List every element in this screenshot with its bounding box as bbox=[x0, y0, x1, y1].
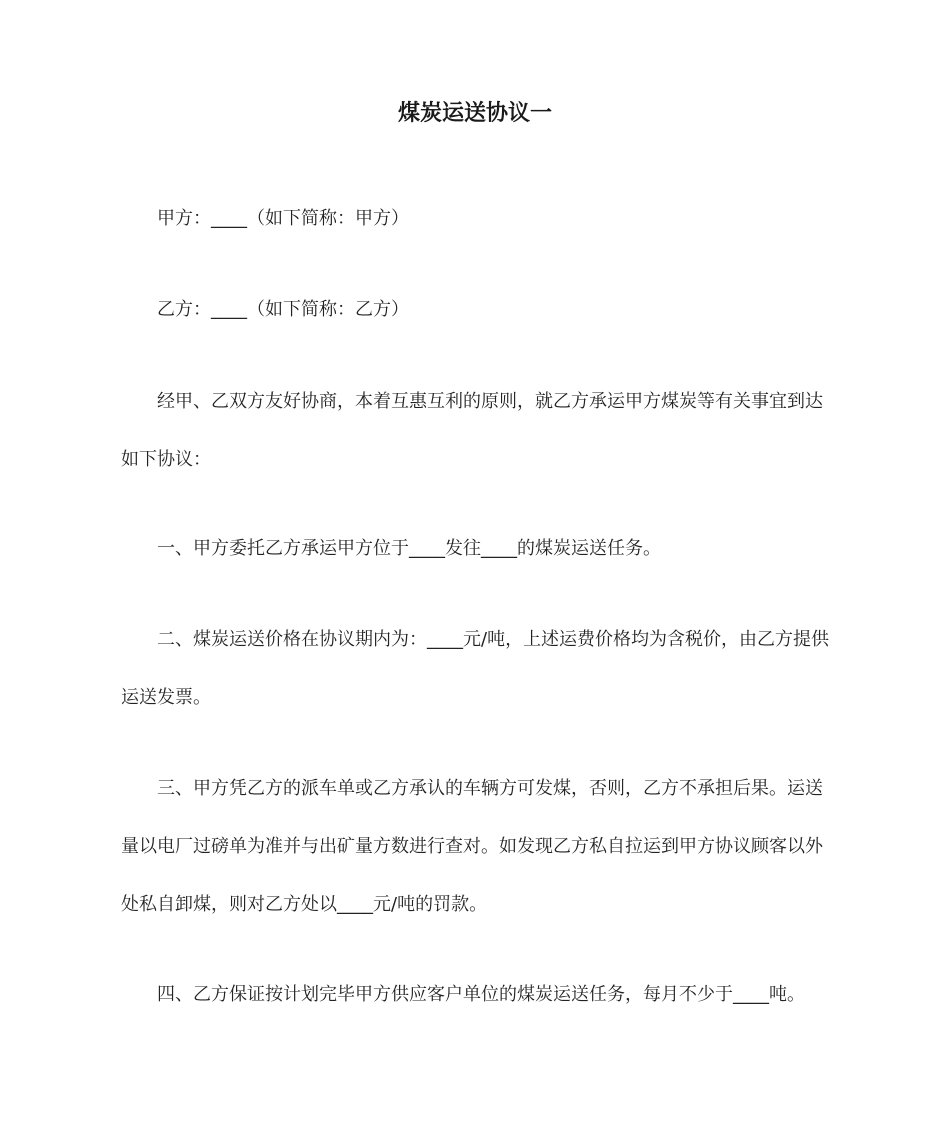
party-a-line: 甲方：____（如下简称：甲方） bbox=[157, 208, 409, 229]
clause-1-paragraph: 一、甲方委托乙方承运甲方位于____发往____的煤炭运送任务。 bbox=[157, 538, 661, 559]
clause-3-paragraph: 三、甲方凭乙方的派车单或乙方承认的车辆方可发煤，否则，乙方不承担后果。运送量以电厂过磅单为准并与出矿量方数进行查对。如发现乙方私自拉运到甲方协议顾客以外处私自卸煤，则对乙方处以____元/吨的罚款。 bbox=[121, 778, 823, 915]
intro-paragraph: 经甲、乙双方友好协商，本着互惠互利的原则，就乙方承运甲方煤炭等有关事宜到达如下协议： bbox=[121, 391, 823, 470]
clause-2-paragraph: 二、煤炭运送价格在协议期内为：____元/吨，上述运费价格均为含税价，由乙方提供运送发票。 bbox=[121, 629, 830, 708]
clause-4-paragraph: 四、乙方保证按计划完毕甲方供应客户单位的煤炭运送任务，每月不少于____吨。 bbox=[157, 984, 805, 1005]
party-b-line: 乙方：____（如下简称：乙方） bbox=[157, 299, 409, 320]
document-title: 煤炭运送协议一 bbox=[397, 101, 552, 126]
